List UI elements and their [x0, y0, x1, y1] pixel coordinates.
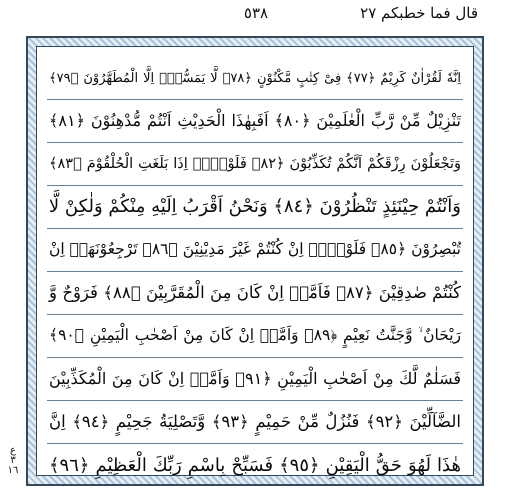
verse-line-text: هٰذَا لَهُوَ حَقُّ الْيَقِيْنِ ﴿٩٥﴾ فَسَبِّحْ بِاسْمِ رَبِّكَ الْعَظِيْمِ ﴿٩٦﴾ [49, 454, 461, 476]
ruku-marker-top: ع [10, 445, 16, 456]
verse-line [47, 358, 463, 401]
verse-line [47, 57, 463, 100]
verse-line-text: رَيْحَانٌ ۙ وَّجَنَّتُ نَعِيْمٍ ﴿٨٩﴾ وَاَمَّاۤ اِنْ كَانَ مِنْ اَصْحٰبِ الْيَمِيْنِ ﴿٩٠﴾ [49, 326, 461, 345]
text-panel [36, 46, 474, 476]
juz-title: قال فما خطبكم ٢٧ [360, 4, 478, 22]
ruku-marker-bottom: ١٦ [7, 465, 19, 476]
verse-line [47, 444, 463, 487]
ruku-marker-middle: ٣ [10, 455, 16, 466]
verse-line-text: الضَّآلِّيْنَ ﴿٩٢﴾ فَنُزُلٌ مِّنْ حَمِيْمٍ ﴿٩٣﴾ وَّتَصْلِيَةُ جَحِيْمٍ ﴿٩٤﴾ اِنَّ [49, 411, 461, 431]
verse-line-text: كُنْتُمْ صٰدِقِيْنَ ﴿٨٧﴾ فَاَمَّاۤ اِنْ كَانَ مِنَ الْمُقَرَّبِيْنَ ﴿٨٨﴾ فَرَوْحٌ وَّ [49, 282, 461, 302]
verse-line [47, 100, 463, 143]
verse-line [47, 143, 463, 186]
verse-line-text: تُبْصِرُوْنَ ﴿٨٥﴾ فَلَوْلَاۤ اِنْ كُنْتُمْ غَيْرَ مَدِيْنِيْنَ ﴿٨٦﴾ تَرْجِعُوْنَهَاۤ اِنْ [49, 240, 461, 259]
verse-line-text: وَتَجْعَلُوْنَ رِزْقَكُمْ اَنَّكُمْ تُكَذِّبُوْنَ ﴿٨٢﴾ فَلَوْلَاۤ اِذَا بَلَغَتِ الْحُلْقُوْمَ ﴿٨٣﴾ [49, 155, 461, 172]
verse-line-text: اِنَّهٗ لَقُرْاٰنٌ كَرِيْمٌ ﴿٧٧﴾ فِىْ كِتٰبٍ مَّكْنُوْنٍ ﴿٧٨﴾ لَّا يَمَسُّهٗۤ اِلَّا الْمُطَهَّرُوْنَ ﴿٧٩﴾ [49, 70, 461, 86]
ruku-marker [2, 446, 24, 476]
verse-lines [47, 57, 463, 476]
verse-line [47, 401, 463, 444]
verse-line-text: تَنْزِيْلٌ مِّنْ رَّبِّ الْعٰلَمِيْنَ ﴿٨٠﴾ اَفَبِهٰذَا الْحَدِيْثِ اَنْتُمْ مُّدْهِنُوْنَ ﴿٨١﴾ [49, 111, 462, 130]
page-number: ٥٣٨ [243, 4, 269, 22]
verse-line [47, 315, 463, 358]
verse-line-text: فَسَلٰمٌ لَّكَ مِنْ اَصْحٰبِ الْيَمِيْنِ ﴿٩١﴾ وَاَمَّاۤ اِنْ كَانَ مِنَ الْمُكَذِّبِيْنَ [49, 369, 461, 388]
verse-line [47, 229, 463, 272]
verse-line [47, 272, 463, 315]
verse-line-text: وَاَنْتُمْ حِيْنَئِذٍ تَنْظُرُوْنَ ﴿٨٤﴾ وَنَحْنُ اَقْرَبُ اِلَيْهِ مِنْكُمْ وَلٰكِنْ لَّا [48, 196, 461, 217]
verse-line [47, 186, 463, 229]
ornamental-border [26, 36, 484, 486]
